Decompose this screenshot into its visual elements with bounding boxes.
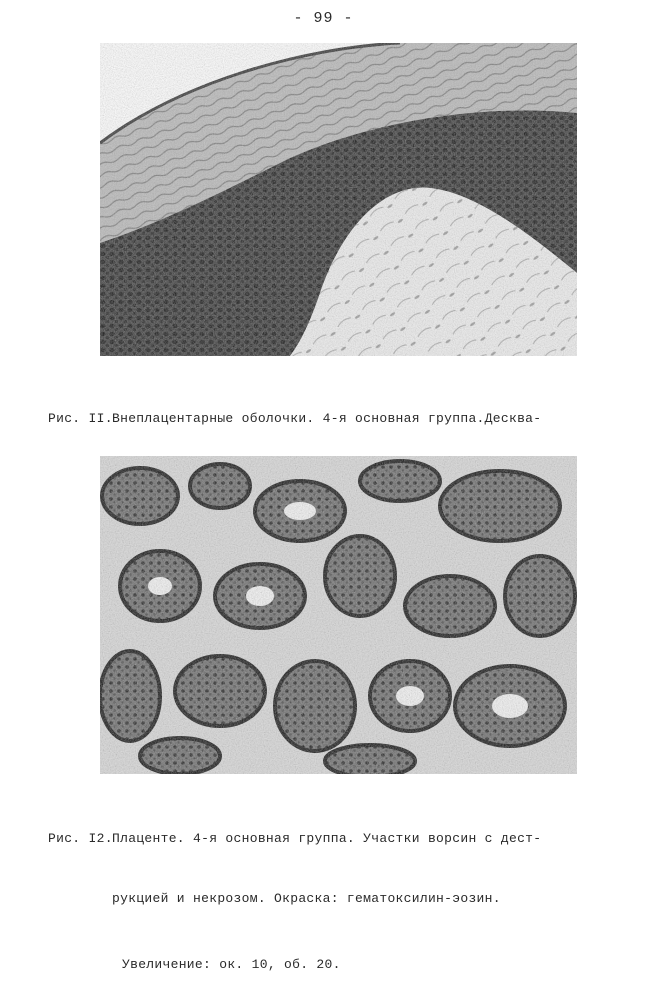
- micrograph-placenta: [100, 456, 577, 774]
- figure-label: Рис. I2.: [48, 831, 113, 846]
- caption-line: рукцией и некрозом. Окраска: гематоксилин-эозин.: [112, 891, 501, 906]
- page-number: - 99 -: [293, 10, 354, 27]
- caption-line: Плаценте. 4-я основная группа. Участки ворсин с дест-: [112, 831, 542, 846]
- micrograph-placenta-image: [100, 456, 577, 774]
- micrograph-membranes-image: [100, 43, 577, 356]
- figure-caption-12: [48, 789, 541, 995]
- figure-label: Рис. II.: [48, 411, 113, 426]
- caption-line: Увеличение: ок. 10, об. 20.: [122, 957, 341, 972]
- caption-line: Внеплацентарные оболочки. 4-я основная группа.Десква-: [112, 411, 542, 426]
- micrograph-membranes: [100, 43, 577, 356]
